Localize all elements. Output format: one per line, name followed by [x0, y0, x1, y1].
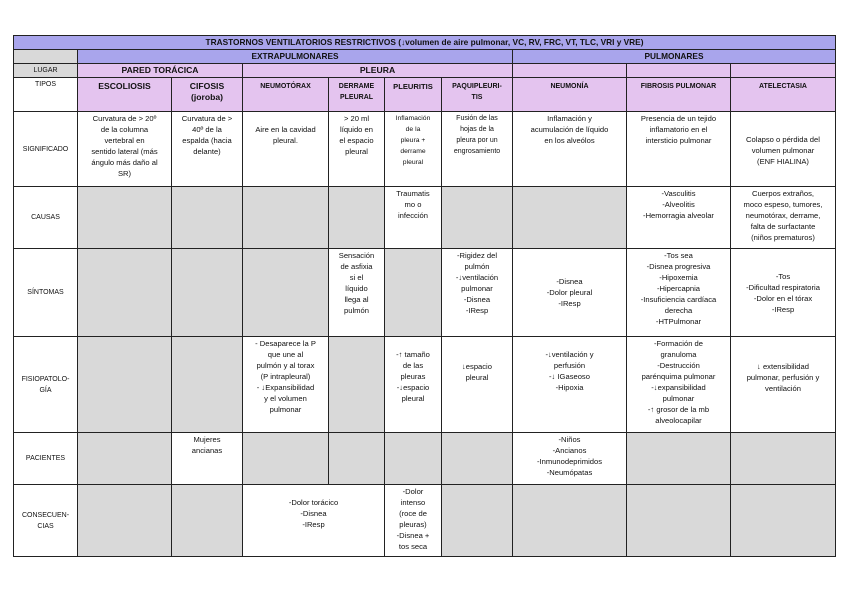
causas-cifosis: [172, 187, 243, 249]
restrictive-disorders-table: [13, 35, 836, 557]
fisiopatologia-derrame-pleural: [329, 337, 385, 433]
consecuencias-neumotorax-derrame: -Dolor torácico -Disnea -IResp: [243, 485, 385, 557]
pacientes-cifosis: Mujeres ancianas: [172, 433, 243, 485]
row-label-lugar: LUGAR: [14, 64, 78, 78]
row-label-fisiopatologia: FISIOPATOLO- GÍA: [14, 337, 78, 433]
row-label-causas: CAUSAS: [14, 187, 78, 249]
pacientes-paquipleuritis: [442, 433, 513, 485]
row-label-significado: SIGNIFICADO: [14, 112, 78, 187]
consecuencias-pleuritis: -Dolor intenso (roce de pleuras) -Disnea + tos seca: [385, 485, 442, 557]
significado-derrame-pleural: > 20 ml líquido en el espacio pleural: [329, 112, 385, 187]
pacientes-pleuritis: [385, 433, 442, 485]
pacientes-neumotorax: [243, 433, 329, 485]
causas-neumonia: [513, 187, 627, 249]
fisiopatologia-neumotorax: - Desaparece la P que une al pulmón y al torax (P intrapleural) - ↓Expansibilidad y el volumen pulmonar: [243, 337, 329, 433]
tipo-paquipleuritis: PAQUIPLEURI- TIS: [442, 78, 513, 112]
sintomas-neumotorax: [243, 249, 329, 337]
sintomas-atelectasia: -Tos -Dificultad respiratoria -Dolor en el tórax -IResp: [731, 249, 836, 337]
consecuencias-fibrosis-pulmonar: [627, 485, 731, 557]
fisiopatologia-paquipleuritis: ↓espacio pleural: [442, 337, 513, 433]
table-title: TRASTORNOS VENTILATORIOS RESTRICTIVOS (↓volumen de aire pulmonar, VC, RV, FRC, VT, TLC, VRI y VRE): [14, 36, 836, 50]
tipo-escoliosis: ESCOLIOSIS: [78, 78, 172, 112]
lugar-blank: [513, 64, 627, 78]
group-pared-toracica: PARED TORÁCICA: [78, 64, 243, 78]
consecuencias-cifosis: [172, 485, 243, 557]
consecuencias-escoliosis: [78, 485, 172, 557]
pacientes-neumonia: -Niños -Ancianos -Inmunodeprimidos -Neumópatas: [513, 433, 627, 485]
tipo-derrame-pleural: DERRAME PLEURAL: [329, 78, 385, 112]
section-extrapulmonares: EXTRAPULMONARES: [78, 50, 513, 64]
tipo-fibrosis-pulmonar: FIBROSIS PULMONAR: [627, 78, 731, 112]
fisiopatologia-neumonia: -↓ventilación y perfusión -↓ IGaseoso -Hipoxia: [513, 337, 627, 433]
tipo-neumotorax: NEUMOTÓRAX: [243, 78, 329, 112]
lugar-blank: [627, 64, 731, 78]
row-label-pacientes: PACIENTES: [14, 433, 78, 485]
significado-paquipleuritis: Fusión de las hojas de la pleura por un engrosamiento: [442, 112, 513, 187]
causas-neumotorax: [243, 187, 329, 249]
row-label-tipos: TIPOS: [14, 78, 78, 112]
sintomas-escoliosis: [78, 249, 172, 337]
header-corner: [14, 50, 78, 64]
consecuencias-atelectasia: [731, 485, 836, 557]
causas-atelectasia: Cuerpos extraños, moco espeso, tumores, neumotórax, derrame, falta de surfactante (niños prematuros): [731, 187, 836, 249]
tipo-pleuritis: PLEURITIS: [385, 78, 442, 112]
fisiopatologia-cifosis: [172, 337, 243, 433]
pacientes-atelectasia: [731, 433, 836, 485]
consecuencias-paquipleuritis: [442, 485, 513, 557]
causas-escoliosis: [78, 187, 172, 249]
pacientes-fibrosis-pulmonar: [627, 433, 731, 485]
significado-neumotorax: Aire en la cavidad pleural.: [243, 112, 329, 187]
pacientes-escoliosis: [78, 433, 172, 485]
fisiopatologia-pleuritis: -↑ tamaño de las pleuras -↓espacio pleural: [385, 337, 442, 433]
lugar-blank: [731, 64, 836, 78]
row-label-consecuencias: CONSECUEN- CIAS: [14, 485, 78, 557]
sintomas-derrame-pleural: Sensación de asfixia si el líquido llega al pulmón: [329, 249, 385, 337]
causas-fibrosis-pulmonar: -Vasculitis -Alveolitis -Hemorragia alveolar: [627, 187, 731, 249]
sintomas-cifosis: [172, 249, 243, 337]
significado-cifosis: Curvatura de > 40º de la espalda (hacia delante): [172, 112, 243, 187]
significado-fibrosis-pulmonar: Presencia de un tejido inflamatorio en el intersticio pulmonar: [627, 112, 731, 187]
causas-pleuritis: Traumatis mo o infección: [385, 187, 442, 249]
fisiopatologia-fibrosis-pulmonar: -Formación de granuloma -Destrucción parénquima pulmonar -↓expansibilidad pulmonar -↑ grosor de la mb alveolocapilar: [627, 337, 731, 433]
significado-atelectasia: Colapso o pérdida del volumen pulmonar (ENF HIALINA): [731, 112, 836, 187]
tipo-cifosis: CIFOSIS (joroba): [172, 78, 243, 112]
sintomas-pleuritis: [385, 249, 442, 337]
section-pulmonares: PULMONARES: [513, 50, 836, 64]
tipo-neumonia: NEUMONÍA: [513, 78, 627, 112]
sintomas-fibrosis-pulmonar: -Tos sea -Disnea progresiva -Hipoxemia -Hipercapnia -Insuficiencia cardíaca derecha -HTPulmonar: [627, 249, 731, 337]
consecuencias-neumonia: [513, 485, 627, 557]
sintomas-neumonia: -Disnea -Dolor pleural -IResp: [513, 249, 627, 337]
significado-pleuritis: Inflamación de la pleura + derrame pleural: [385, 112, 442, 187]
causas-paquipleuritis: [442, 187, 513, 249]
tipo-atelectasia: ATELECTASIA: [731, 78, 836, 112]
pacientes-derrame-pleural: [329, 433, 385, 485]
causas-derrame-pleural: [329, 187, 385, 249]
significado-escoliosis: Curvatura de > 20º de la columna vertebral en sentido lateral (más ángulo más daño al SR): [78, 112, 172, 187]
significado-neumonia: Inflamación y acumulación de líquido en los alveólos: [513, 112, 627, 187]
sintomas-paquipleuritis: -Rigidez del pulmón -↓ventilación pulmonar -Disnea -IResp: [442, 249, 513, 337]
fisiopatologia-escoliosis: [78, 337, 172, 433]
group-pleura: PLEURA: [243, 64, 513, 78]
fisiopatologia-atelectasia: ↓ extensibilidad pulmonar, perfusión y ventilación: [731, 337, 836, 433]
row-label-sintomas: SÍNTOMAS: [14, 249, 78, 337]
